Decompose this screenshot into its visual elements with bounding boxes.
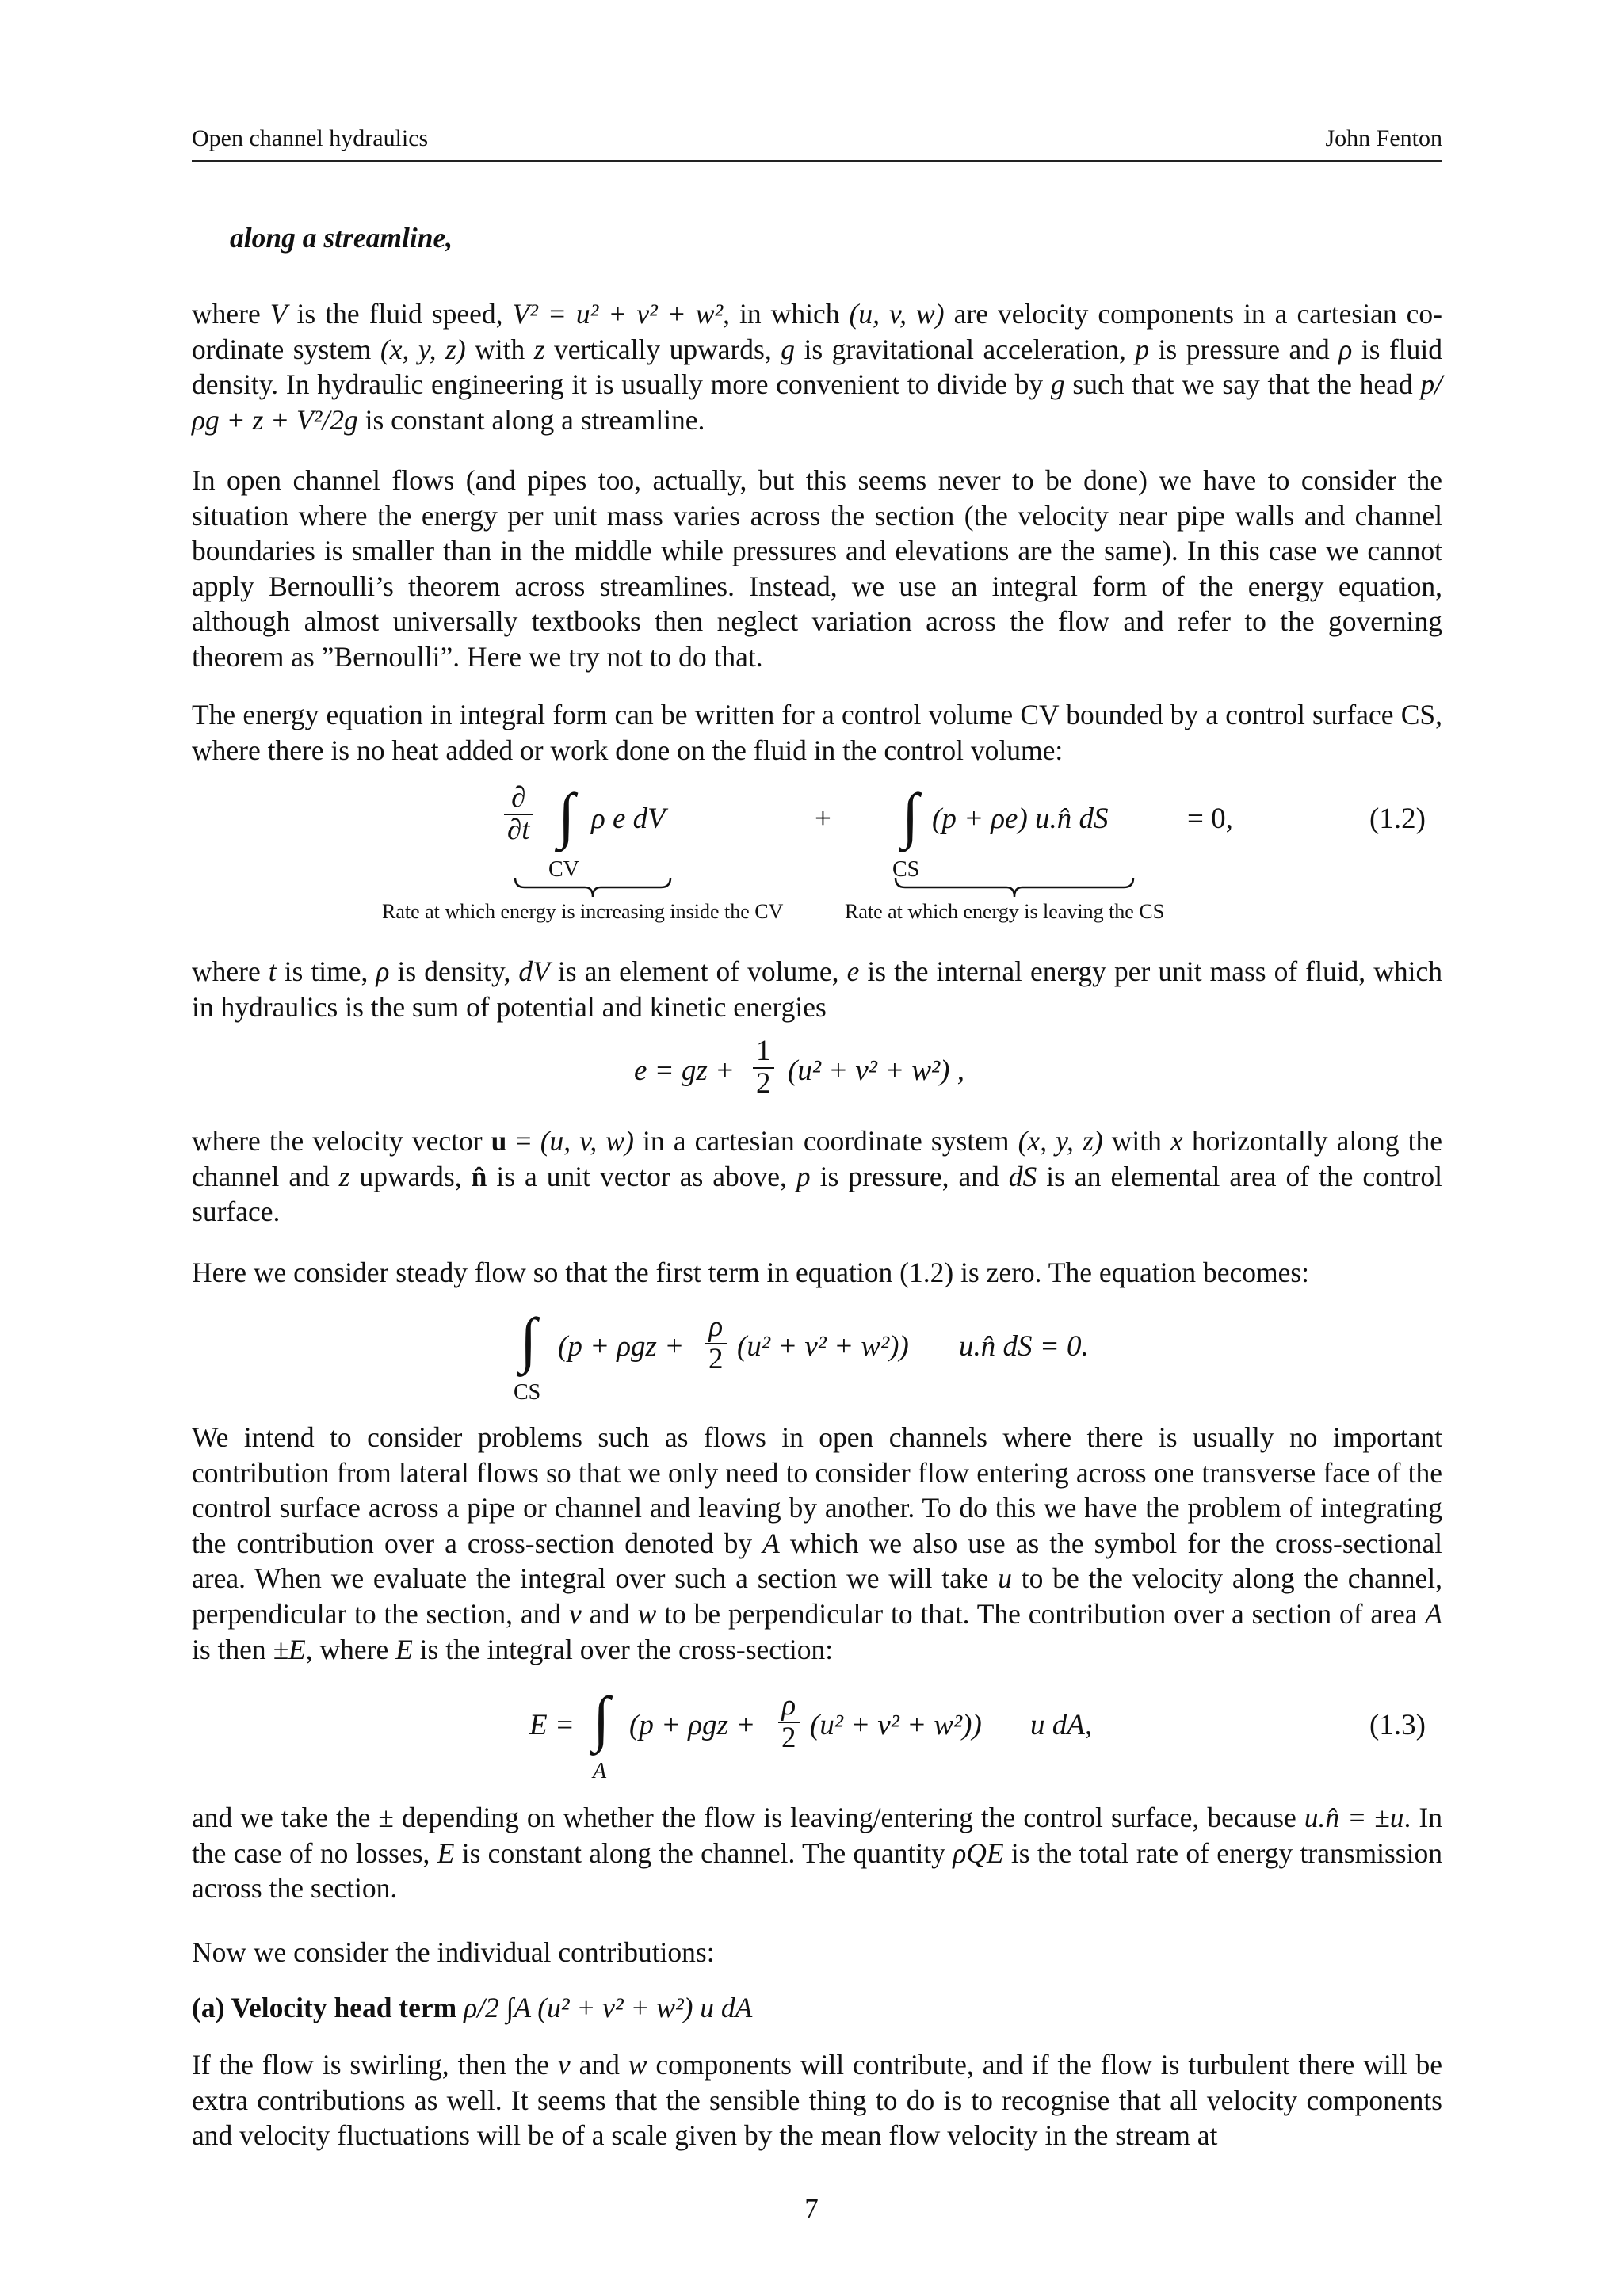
steady-part-c: u.n̂ dS = 0. xyxy=(959,1330,1089,1363)
label-rate-increasing: Rate at which energy is increasing inside the CV xyxy=(382,900,784,923)
cv-subscript: CV xyxy=(548,857,579,882)
plus-sign: + xyxy=(815,803,831,835)
integral-sign-4: ∫ xyxy=(593,1684,610,1753)
paragraph-9: Now we consider the individual contributions: xyxy=(192,1936,715,1968)
paragraph-11: If the flow is swirling, then the v and w components will contribute, and if the flow is turbulent there will be extra contributions as well. It seems that the sensible thing to do is to recognise that all velocity components and velocity fluctuations will be of a scale given by the mean flow velocity in the stream at xyxy=(192,2049,1442,2152)
underbrace-1 xyxy=(514,876,672,898)
paragraph-7: We intend to consider problems such as flows in open channels where there is usually no important contribution from lateral flows so that we only need to consider flow entering across one transverse face of the control surface across a pipe or channel and leaving by another. To do this we have the problem of integrating the contribution over a cross-section denoted by A which we also use as the symbol for the cross-sectional area. When we evaluate the integral over such a section we will take u to be the velocity along the channel, perpendicular to the section, and v and w to be perpendicular to that. The contribution over a section of area A is then ±E, where E is the integral over the cross-section: xyxy=(192,1421,1442,1665)
page-number: 7 xyxy=(804,2193,819,2224)
cs-subscript: CS xyxy=(892,857,920,882)
paragraph-10: (a) Velocity head term ρ/2 ∫A (u² + v² + w²) u dA xyxy=(192,1992,753,2023)
eq13-part-b: (u² + v² + w²)) xyxy=(810,1709,982,1741)
paragraph-5: where the velocity vector u = (u, v, w) in a cartesian coordinate system (x, y, z) with x horizontally along the channel and z upwards, n̂ is a unit vector as above, p is pressure, and dS is an elemental area of the control surface. xyxy=(192,1125,1442,1228)
label-rate-leaving: Rate at which energy is leaving the CS xyxy=(845,900,1165,923)
steady-part-b: (u² + v² + w²)) xyxy=(737,1330,909,1363)
eq13-fraction: $\frac{\rho}{2}$ xyxy=(778,1691,800,1754)
eq13-subscript: A xyxy=(593,1759,607,1783)
integral-sign-3: ∫ xyxy=(520,1305,537,1374)
eq13-part-a: (p + ρgz + xyxy=(629,1709,756,1741)
integral-sign: ∫ xyxy=(558,780,575,849)
rho-half-fraction: $\frac{\rho}{2}$ xyxy=(705,1312,727,1375)
integrand-cv: ρ e dV xyxy=(591,803,666,835)
partial-derivative: ∂ ∂t xyxy=(504,783,533,846)
streamline-line: along a streamline, xyxy=(230,222,453,254)
paragraph-4: where t is time, ρ is density, dV is an element of volume, e is the internal energy per unit mass of fluid, which in hydraulics is the sum of potential and kinetic energies xyxy=(192,955,1442,1023)
eq13-number: (1.3) xyxy=(1369,1709,1426,1741)
underbrace-2 xyxy=(894,876,1135,898)
energy-lhs: e = gz + xyxy=(634,1055,735,1087)
header-author: John Fenton xyxy=(1325,125,1442,151)
paragraph-2: In open channel flows (and pipes too, actually, but this seems never to be done) we have to consider the situation where the energy per unit mass varies across the section (the velocity near pipe walls and channel boundaries is smaller than in the middle while pressures and elevations are the same). In this case we cannot apply Bernoulli’s theorem across streamlines. Instead, we use an integral form of the energy equation, although almost universally textbooks then neglect variation across the flow and refer to the governing theorem as ”Bernoulli”. Here we try not to do that. xyxy=(192,464,1442,673)
paragraph-6: Here we consider steady flow so that the first term in equation (1.2) is zero. The equation becomes: xyxy=(192,1257,1310,1288)
paragraph-8: and we take the ± depending on whether the flow is leaving/entering the control surface, because u.n̂ = ±u. In the case of no losses, E is constant along the channel. The quantity ρQE is the total rate of energy transmission across the section. xyxy=(192,1802,1442,1905)
half-fraction: $\frac{1}{2}$ xyxy=(753,1036,774,1100)
equation-number: (1.2) xyxy=(1369,803,1426,835)
energy-rest: (u² + v² + w²) , xyxy=(788,1055,964,1087)
paragraph-1: where V is the fluid speed, V² = u² + v² + w², in which (u, v, w) are velocity components in a cartesian co-ordinate system (x, y, z) with z vertically upwards, g is gravitational acceleration, p is pressure and ρ is fluid density. In hydraulic engineering it is usually more convenient to divide by g such that we say that the head p/ρg + z + V²/2g is constant along a streamline. xyxy=(192,298,1442,436)
eq13-lhs: E = xyxy=(529,1709,575,1741)
steady-cs-subscript: CS xyxy=(514,1380,541,1405)
header-title: Open channel hydraulics xyxy=(192,125,429,151)
running-header xyxy=(192,125,1442,162)
integrand-cs: (p + ρe) u.n̂ dS xyxy=(932,803,1109,835)
integral-sign-2: ∫ xyxy=(902,780,919,849)
eq13-part-c: u dA, xyxy=(1030,1709,1093,1741)
paragraph-3: The energy equation in integral form can be written for a control volume CV bounded by a control surface CS, where there is no heat added or work done on the fluid in the control volume: xyxy=(192,699,1442,766)
steady-part-a: (p + ρgz + xyxy=(558,1330,685,1363)
equation-rhs: = 0, xyxy=(1187,803,1233,835)
